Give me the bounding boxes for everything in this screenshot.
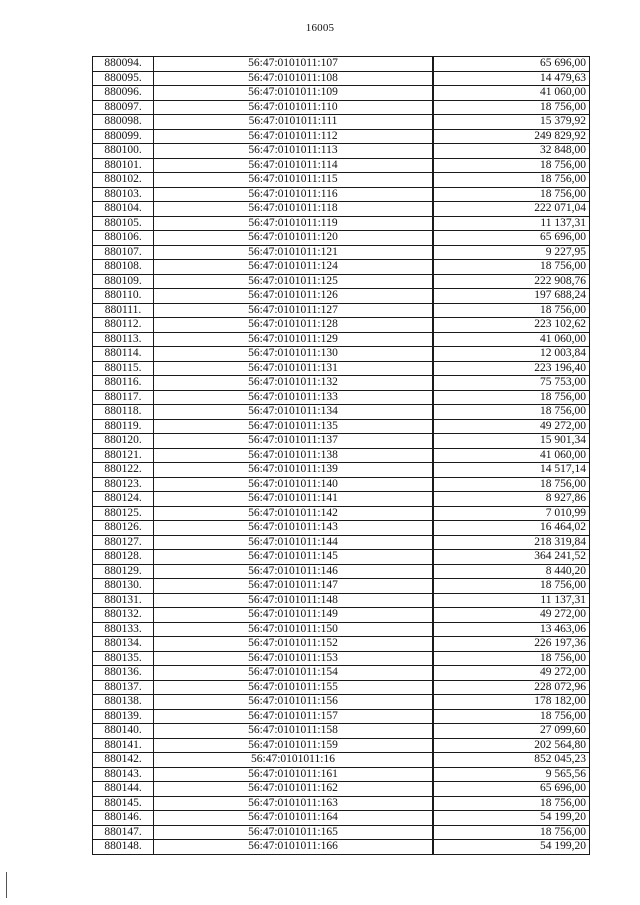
cadastral-number-cell: 56:47:0101011:135 (154, 419, 434, 434)
amount-cell: 41 060,00 (433, 86, 590, 101)
row-number-cell: 880113. (93, 332, 154, 347)
cadastral-number-cell: 56:47:0101011:127 (154, 303, 434, 318)
cadastral-number-cell: 56:47:0101011:142 (154, 506, 434, 521)
table-row (93, 390, 590, 405)
row-number-cell: 880100. (93, 144, 154, 159)
table-row (93, 361, 590, 376)
row-number-cell: 880141. (93, 738, 154, 753)
cadastral-number-cell: 56:47:0101011:156 (154, 695, 434, 710)
row-number-cell: 880146. (93, 811, 154, 826)
cadastral-number-cell: 56:47:0101011:166 (154, 840, 434, 855)
row-number-cell: 880118. (93, 405, 154, 420)
cadastral-number-cell: 56:47:0101011:118 (154, 202, 434, 217)
row-number-cell: 880148. (93, 840, 154, 855)
amount-cell: 18 756,00 (433, 405, 590, 420)
cadastral-number-cell: 56:47:0101011:128 (154, 318, 434, 333)
cadastral-number-cell: 56:47:0101011:145 (154, 550, 434, 565)
amount-cell: 65 696,00 (433, 231, 590, 246)
amount-cell: 15 379,92 (433, 115, 590, 130)
row-number-cell: 880094. (93, 57, 154, 72)
row-number-cell: 880103. (93, 187, 154, 202)
cadastral-number-cell: 56:47:0101011:164 (154, 811, 434, 826)
amount-cell: 54 199,20 (433, 811, 590, 826)
cadastral-number-cell: 56:47:0101011:113 (154, 144, 434, 159)
table-row (93, 608, 590, 623)
table-body (93, 57, 590, 855)
table-row (93, 144, 590, 159)
table-row (93, 347, 590, 362)
table-row (93, 303, 590, 318)
amount-cell: 65 696,00 (433, 782, 590, 797)
amount-cell: 178 182,00 (433, 695, 590, 710)
table-row (93, 695, 590, 710)
row-number-cell: 880125. (93, 506, 154, 521)
cadastral-number-cell: 56:47:0101011:126 (154, 289, 434, 304)
amount-cell: 27 099,60 (433, 724, 590, 739)
cadastral-number-cell: 56:47:0101011:124 (154, 260, 434, 275)
cadastral-number-cell: 56:47:0101011:134 (154, 405, 434, 420)
row-number-cell: 880123. (93, 477, 154, 492)
cadastral-number-cell: 56:47:0101011:133 (154, 390, 434, 405)
row-number-cell: 880143. (93, 767, 154, 782)
row-number-cell: 880124. (93, 492, 154, 507)
cadastral-number-cell: 56:47:0101011:144 (154, 535, 434, 550)
cadastral-number-cell: 56:47:0101011:147 (154, 579, 434, 594)
table-row (93, 100, 590, 115)
amount-cell: 18 756,00 (433, 260, 590, 275)
table-row (93, 796, 590, 811)
table-row (93, 550, 590, 565)
amount-cell: 9 227,95 (433, 245, 590, 260)
row-number-cell: 880095. (93, 71, 154, 86)
table-row (93, 637, 590, 652)
amount-cell: 41 060,00 (433, 448, 590, 463)
table-row (93, 202, 590, 217)
amount-cell: 202 564,80 (433, 738, 590, 753)
row-number-cell: 880110. (93, 289, 154, 304)
cadastral-number-cell: 56:47:0101011:115 (154, 173, 434, 188)
cadastral-number-cell: 56:47:0101011:152 (154, 637, 434, 652)
amount-cell: 15 901,34 (433, 434, 590, 449)
table-row (93, 448, 590, 463)
amount-cell: 9 565,56 (433, 767, 590, 782)
amount-cell: 65 696,00 (433, 57, 590, 72)
row-number-cell: 880147. (93, 825, 154, 840)
table-row (93, 419, 590, 434)
table-row (93, 129, 590, 144)
cadastral-number-cell: 56:47:0101011:129 (154, 332, 434, 347)
row-number-cell: 880121. (93, 448, 154, 463)
cadastral-number-cell: 56:47:0101011:163 (154, 796, 434, 811)
row-number-cell: 880134. (93, 637, 154, 652)
row-number-cell: 880106. (93, 231, 154, 246)
amount-cell: 18 756,00 (433, 158, 590, 173)
cadastral-number-cell: 56:47:0101011:108 (154, 71, 434, 86)
table-row (93, 216, 590, 231)
amount-cell: 49 272,00 (433, 608, 590, 623)
cadastral-number-cell: 56:47:0101011:161 (154, 767, 434, 782)
row-number-cell: 880140. (93, 724, 154, 739)
row-number-cell: 880142. (93, 753, 154, 768)
row-number-cell: 880107. (93, 245, 154, 260)
row-number-cell: 880131. (93, 593, 154, 608)
row-number-cell: 880145. (93, 796, 154, 811)
cadastral-number-cell: 56:47:0101011:155 (154, 680, 434, 695)
page-number: 16005 (305, 22, 335, 34)
cadastral-number-cell: 56:47:0101011:140 (154, 477, 434, 492)
amount-cell: 222 908,76 (433, 274, 590, 289)
cadastral-number-cell: 56:47:0101011:141 (154, 492, 434, 507)
cadastral-number-cell: 56:47:0101011:109 (154, 86, 434, 101)
table-row (93, 492, 590, 507)
amount-cell: 7 010,99 (433, 506, 590, 521)
table-row (93, 318, 590, 333)
table-row (93, 405, 590, 420)
table-row (93, 463, 590, 478)
row-number-cell: 880102. (93, 173, 154, 188)
row-number-cell: 880136. (93, 666, 154, 681)
amount-cell: 54 199,20 (433, 840, 590, 855)
amount-cell: 226 197,36 (433, 637, 590, 652)
row-number-cell: 880120. (93, 434, 154, 449)
table-row (93, 709, 590, 724)
table-row (93, 260, 590, 275)
cadastral-number-cell: 56:47:0101011:146 (154, 564, 434, 579)
row-number-cell: 880139. (93, 709, 154, 724)
amount-cell: 852 045,23 (433, 753, 590, 768)
table-row (93, 158, 590, 173)
cadastral-number-cell: 56:47:0101011:165 (154, 825, 434, 840)
row-number-cell: 880137. (93, 680, 154, 695)
cadastral-number-cell: 56:47:0101011:159 (154, 738, 434, 753)
amount-cell: 11 137,31 (433, 593, 590, 608)
amount-cell: 75 753,00 (433, 376, 590, 391)
amount-cell: 223 196,40 (433, 361, 590, 376)
margin-mark (6, 872, 7, 898)
cadastral-number-cell: 56:47:0101011:131 (154, 361, 434, 376)
amount-cell: 18 756,00 (433, 187, 590, 202)
table-row (93, 71, 590, 86)
cadastral-number-cell: 56:47:0101011:154 (154, 666, 434, 681)
amount-cell: 18 756,00 (433, 390, 590, 405)
amount-cell: 14 517,14 (433, 463, 590, 478)
row-number-cell: 880096. (93, 86, 154, 101)
cadastral-number-cell: 56:47:0101011:110 (154, 100, 434, 115)
table-row (93, 724, 590, 739)
row-number-cell: 880109. (93, 274, 154, 289)
row-number-cell: 880133. (93, 622, 154, 637)
row-number-cell: 880119. (93, 419, 154, 434)
amount-cell: 18 756,00 (433, 709, 590, 724)
cadastral-number-cell: 56:47:0101011:16 (154, 753, 434, 768)
amount-cell: 16 464,02 (433, 521, 590, 536)
table-row (93, 811, 590, 826)
row-number-cell: 880127. (93, 535, 154, 550)
table-row (93, 86, 590, 101)
table-row (93, 651, 590, 666)
amount-cell: 18 756,00 (433, 303, 590, 318)
row-number-cell: 880099. (93, 129, 154, 144)
amount-cell: 18 756,00 (433, 796, 590, 811)
cadastral-number-cell: 56:47:0101011:107 (154, 57, 434, 72)
amount-cell: 364 241,52 (433, 550, 590, 565)
amount-cell: 197 688,24 (433, 289, 590, 304)
row-number-cell: 880135. (93, 651, 154, 666)
table-row (93, 767, 590, 782)
amount-cell: 249 829,92 (433, 129, 590, 144)
row-number-cell: 880097. (93, 100, 154, 115)
table-row (93, 434, 590, 449)
table-row (93, 782, 590, 797)
cadastral-number-cell: 56:47:0101011:138 (154, 448, 434, 463)
amount-cell: 18 756,00 (433, 651, 590, 666)
amount-cell: 218 319,84 (433, 535, 590, 550)
cadastral-number-cell: 56:47:0101011:114 (154, 158, 434, 173)
cadastral-number-cell: 56:47:0101011:137 (154, 434, 434, 449)
amount-cell: 8 927,86 (433, 492, 590, 507)
amount-cell: 18 756,00 (433, 477, 590, 492)
table-row (93, 376, 590, 391)
table-row (93, 840, 590, 855)
row-number-cell: 880104. (93, 202, 154, 217)
table-row (93, 477, 590, 492)
table-row (93, 173, 590, 188)
table-row (93, 622, 590, 637)
amount-cell: 12 003,84 (433, 347, 590, 362)
table-row (93, 680, 590, 695)
amount-cell: 32 848,00 (433, 144, 590, 159)
row-number-cell: 880117. (93, 390, 154, 405)
cadastral-number-cell: 56:47:0101011:121 (154, 245, 434, 260)
table-row (93, 187, 590, 202)
row-number-cell: 880098. (93, 115, 154, 130)
row-number-cell: 880129. (93, 564, 154, 579)
table-row (93, 535, 590, 550)
row-number-cell: 880114. (93, 347, 154, 362)
cadastral-number-cell: 56:47:0101011:119 (154, 216, 434, 231)
row-number-cell: 880126. (93, 521, 154, 536)
amount-cell: 8 440,20 (433, 564, 590, 579)
amount-cell: 223 102,62 (433, 318, 590, 333)
amount-cell: 14 479,63 (433, 71, 590, 86)
table-row (93, 521, 590, 536)
table-row (93, 506, 590, 521)
cadastral-number-cell: 56:47:0101011:139 (154, 463, 434, 478)
registry-table (92, 56, 590, 855)
amount-cell: 18 756,00 (433, 100, 590, 115)
cadastral-number-cell: 56:47:0101011:132 (154, 376, 434, 391)
cadastral-number-cell: 56:47:0101011:143 (154, 521, 434, 536)
table-row (93, 289, 590, 304)
table-row (93, 231, 590, 246)
cadastral-number-cell: 56:47:0101011:153 (154, 651, 434, 666)
amount-cell: 41 060,00 (433, 332, 590, 347)
row-number-cell: 880130. (93, 579, 154, 594)
row-number-cell: 880115. (93, 361, 154, 376)
table-row (93, 115, 590, 130)
amount-cell: 222 071,04 (433, 202, 590, 217)
amount-cell: 49 272,00 (433, 419, 590, 434)
row-number-cell: 880101. (93, 158, 154, 173)
row-number-cell: 880128. (93, 550, 154, 565)
row-number-cell: 880111. (93, 303, 154, 318)
row-number-cell: 880144. (93, 782, 154, 797)
table-row (93, 245, 590, 260)
table-row (93, 593, 590, 608)
cadastral-number-cell: 56:47:0101011:162 (154, 782, 434, 797)
amount-cell: 18 756,00 (433, 825, 590, 840)
amount-cell: 228 072,96 (433, 680, 590, 695)
cadastral-number-cell: 56:47:0101011:150 (154, 622, 434, 637)
cadastral-number-cell: 56:47:0101011:148 (154, 593, 434, 608)
cadastral-number-cell: 56:47:0101011:149 (154, 608, 434, 623)
row-number-cell: 880116. (93, 376, 154, 391)
amount-cell: 18 756,00 (433, 579, 590, 594)
cadastral-number-cell: 56:47:0101011:120 (154, 231, 434, 246)
table-row (93, 332, 590, 347)
cadastral-number-cell: 56:47:0101011:125 (154, 274, 434, 289)
table-row (93, 579, 590, 594)
row-number-cell: 880138. (93, 695, 154, 710)
row-number-cell: 880105. (93, 216, 154, 231)
cadastral-number-cell: 56:47:0101011:158 (154, 724, 434, 739)
cadastral-number-cell: 56:47:0101011:157 (154, 709, 434, 724)
table-row (93, 738, 590, 753)
amount-cell: 11 137,31 (433, 216, 590, 231)
row-number-cell: 880112. (93, 318, 154, 333)
cadastral-number-cell: 56:47:0101011:130 (154, 347, 434, 362)
cadastral-number-cell: 56:47:0101011:116 (154, 187, 434, 202)
table-row (93, 825, 590, 840)
row-number-cell: 880132. (93, 608, 154, 623)
amount-cell: 18 756,00 (433, 173, 590, 188)
amount-cell: 49 272,00 (433, 666, 590, 681)
table-row (93, 57, 590, 72)
table-row (93, 666, 590, 681)
cadastral-number-cell: 56:47:0101011:112 (154, 129, 434, 144)
table-row (93, 564, 590, 579)
cadastral-number-cell: 56:47:0101011:111 (154, 115, 434, 130)
row-number-cell: 880122. (93, 463, 154, 478)
table-row (93, 274, 590, 289)
table-row (93, 753, 590, 768)
row-number-cell: 880108. (93, 260, 154, 275)
amount-cell: 13 463,06 (433, 622, 590, 637)
